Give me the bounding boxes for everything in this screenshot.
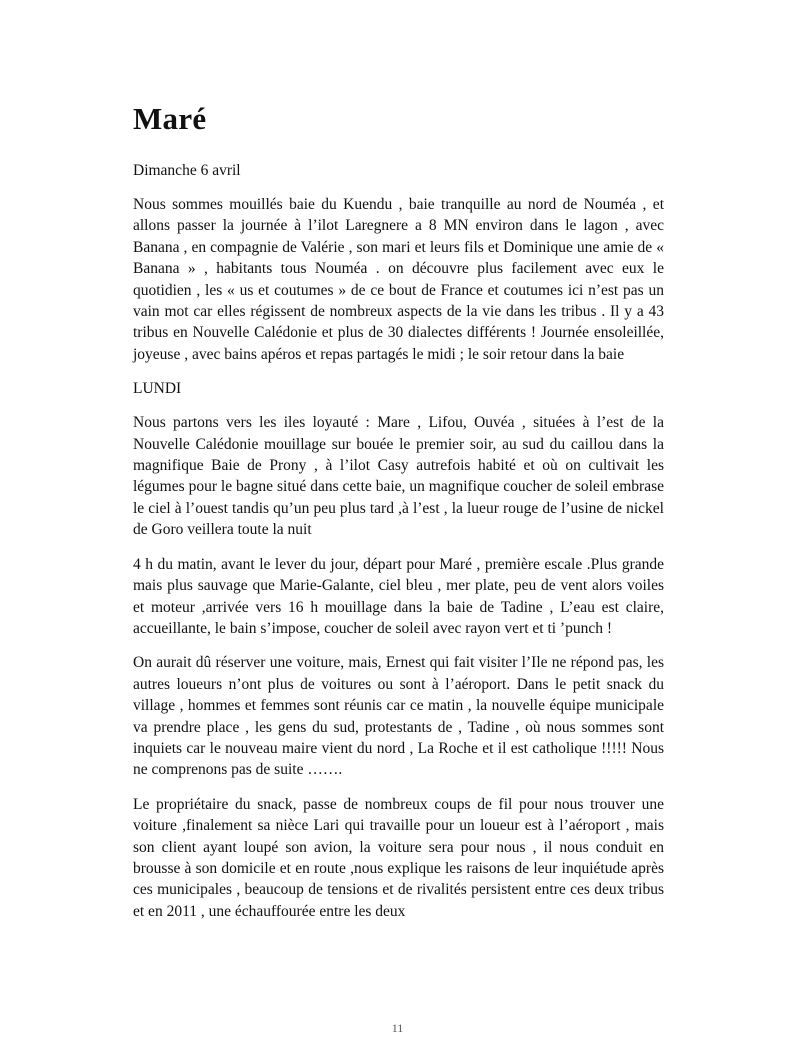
paragraph-monday-4: Le propriétaire du snack, passe de nombreux coups de fil pour nous trouver une voiture ,finalement sa nièce Lari qui travaille pour un loueur est à l’aéroport , mais son client ayant loupé son avion, la voiture sera pour nous , il nous conduit en brousse à son domicile et en route ,nous explique les raisons de leur inquiétude après ces municipales , beaucoup de tensions et de rivalités persistent entre ces deux tribus et en 2011 , une échauffourée entre les deux (133, 795, 664, 920)
paragraph-sunday: Nous sommes mouillés baie du Kuendu , baie tranquille au nord de Nouméa , et allons passer la journée à l’ilot Laregnere a 8 MN environ dans le lagon , avec Banana , en compagnie de Valérie , son mari et leurs fils et Dominique une amie de « Banana » , habitants tous Nouméa . on découvre plus facilement avec eux le quotidien , les « us et coutumes » de ce bout de France et coutumes ici n’est pas un vain mot car elles régissent de nombreux aspects de la vie dans les tribus . Il y a 43 tribus en Nouvelle Calédonie et plus de 30 dialectes différents ! Journée ensoleillée, joyeuse , avec bains apéros et repas partagés le midi ; le soir retour dans la baie (133, 196, 664, 363)
date-line: Dimanche 6 avril (133, 162, 241, 179)
page-content (133, 100, 664, 935)
page-number: 11 (391, 1021, 404, 1035)
day-heading: LUNDI (133, 380, 182, 398)
paragraph-monday-1: Nous partons vers les iles loyauté : Mare , Lifou, Ouvéa , situées à l’est de la Nouvelle Calédonie mouillage sur bouée le premier soir, au sud du caillou dans la magnifique Baie de Prony , à l’ilot Casy autrefois habité et où on cultivait les légumes pour le bagne situé dans cette baie, un magnifique coucher de soleil embrase le ciel à l’ouest tandis qu’un peu plus tard ,à l’est , la lueur rouge de l’usine de nickel de Goro veillera toute la nuit (133, 414, 664, 539)
paragraph-monday-3: On aurait dû réserver une voiture, mais, Ernest qui fait visiter l’Ile ne répond pas, les autres loueurs n’ont plus de voitures ou sont à l’aéroport. Dans le petit snack du village , hommes et femmes sont réunis car ce matin , la nouvelle équipe municipale va prendre place , les gens du sud, protestants de , Tadine , où nous sommes sont inquiets car le nouveau maire vient du nord , La Roche et il est catholique !!!!! Nous ne comprenons pas de suite ……. (133, 654, 664, 779)
page-title: Maré (133, 101, 207, 136)
paragraph-monday-2: 4 h du matin, avant le lever du jour, départ pour Maré , première escale .Plus grande mais plus sauvage que Marie-Galante, ciel bleu , mer plate, peu de vent alors voiles et moteur ,arrivée vers 16 h mouillage dans la baie de Tadine , L’eau est claire, accueillante, le bain s’impose, coucher de soleil avec rayon vert et ti ’punch ! (133, 555, 664, 637)
